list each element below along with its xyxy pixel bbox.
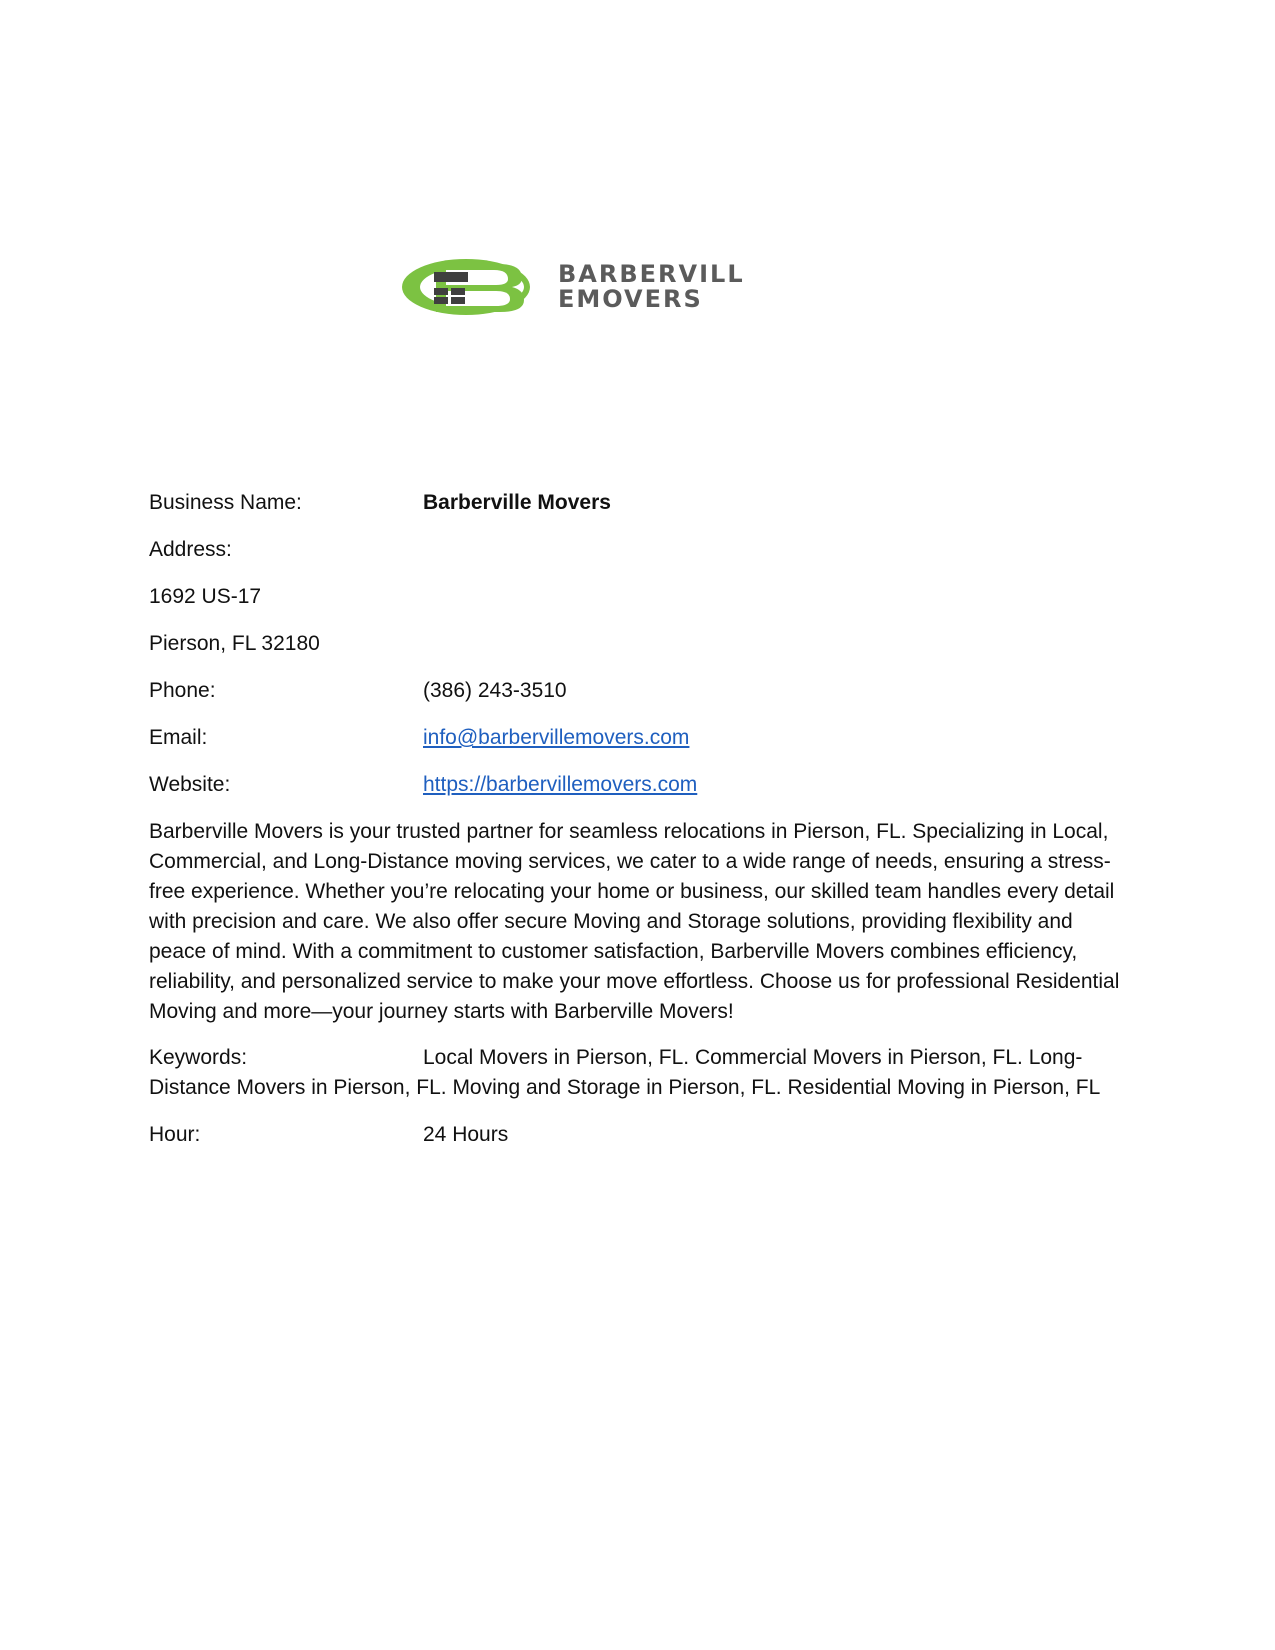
hour-value: 24 Hours — [423, 1123, 509, 1146]
logo-line-1: BARBERVILL — [558, 260, 745, 288]
business-details — [149, 488, 1129, 1167]
description-line: peace of mind. With a commitment to customer satisfaction, Barberville Movers combines efficiency, — [149, 940, 1078, 963]
address-label-row — [149, 535, 1129, 582]
logo-b-mark-icon — [400, 256, 540, 318]
description-line: Barberville Movers is your trusted partner for seamless relocations in Pierson, FL. Specializing in Local, — [149, 820, 1109, 843]
email-row — [149, 723, 1129, 770]
keywords-row — [149, 1043, 1129, 1073]
phone-row — [149, 676, 1129, 723]
email-label: Email: — [149, 726, 208, 749]
website-link[interactable]: https://barbervillemovers.com — [423, 773, 698, 796]
website-row — [149, 770, 1129, 817]
company-logo — [400, 256, 845, 318]
keywords-label: Keywords: — [149, 1046, 248, 1069]
address-label: Address: — [149, 538, 232, 561]
website-label: Website: — [149, 773, 231, 796]
email-link[interactable]: info@barbervillemovers.com — [423, 726, 690, 749]
description-line: with precision and care. We also offer secure Moving and Storage solutions, providing flexibility and — [149, 910, 1073, 933]
phone-label: Phone: — [149, 679, 216, 702]
business-name-value: Barberville Movers — [423, 491, 611, 514]
hour-row — [149, 1120, 1129, 1167]
description-line: Moving and more—your journey starts with Barberville Movers! — [149, 1000, 734, 1023]
address-line-2: Pierson, FL 32180 — [149, 632, 320, 655]
keywords-line-2: Distance Movers in Pierson, FL. Moving and Storage in Pierson, FL. Residential Moving in Pierson, FL — [149, 1076, 1101, 1099]
description-line: Commercial, and Long-Distance moving services, we cater to a wide range of needs, ensuring a stress- — [149, 850, 1111, 873]
description-line: reliability, and personalized service to make your move effortless. Choose us for professional Residential — [149, 970, 1120, 993]
address-line-2-row — [149, 629, 1129, 676]
business-name-label: Business Name: — [149, 491, 302, 514]
logo-wordmark — [558, 262, 745, 312]
address-line-1: 1692 US-17 — [149, 585, 262, 608]
hour-label: Hour: — [149, 1123, 201, 1146]
phone-value: (386) 243-3510 — [423, 679, 567, 702]
description-paragraph — [149, 817, 1129, 1027]
business-name-row — [149, 488, 1129, 535]
keywords-line-1: Local Movers in Pierson, FL. Commercial Movers in Pierson, FL. Long- — [423, 1046, 1083, 1069]
logo-line-2: EMOVERS — [558, 285, 703, 313]
description-line: free experience. Whether you’re relocating your home or business, our skilled team handles every detail — [149, 880, 1115, 903]
address-line-1-row — [149, 582, 1129, 629]
